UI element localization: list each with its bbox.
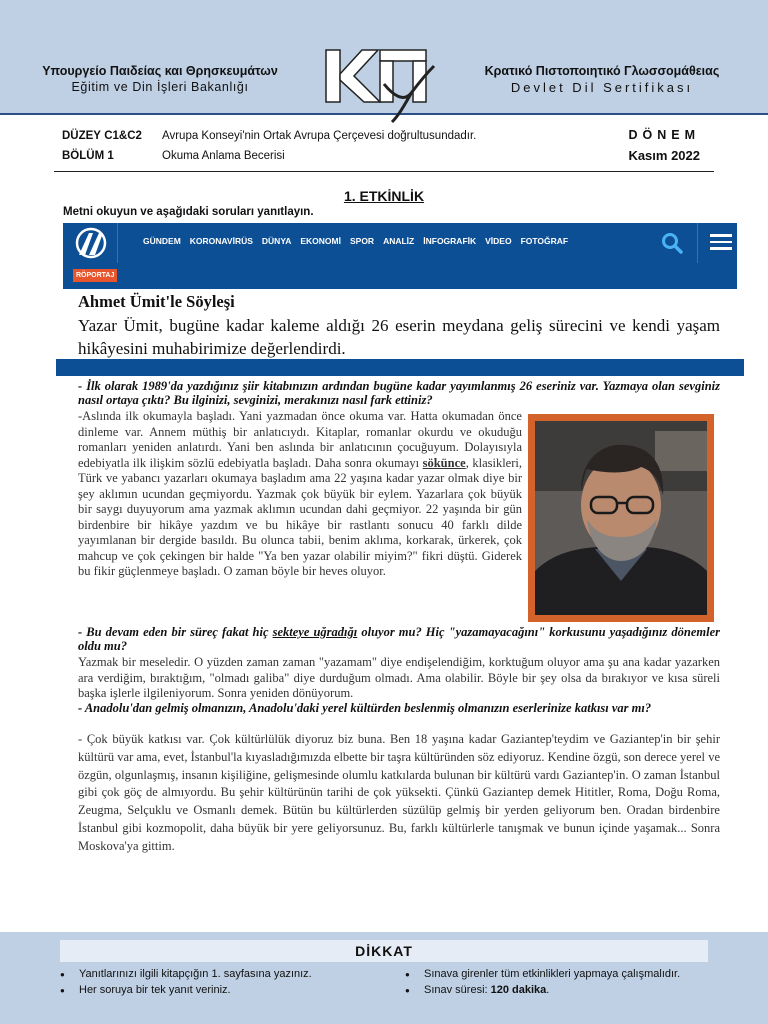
article-title: Ahmet Ümit'le Söyleşi [78, 292, 235, 311]
certificate-name-greek: Κρατικό Πιστοποιητικό Γλωσσομάθειας [484, 64, 720, 78]
hamburger-menu-icon[interactable] [710, 234, 732, 252]
certificate-name [462, 64, 742, 95]
article-divider-bar [56, 359, 744, 376]
rule-2: ● Her soruya bir tek yanıt veriniz. [79, 984, 231, 996]
nav-item-ekonomi[interactable]: EKONOMİ [300, 236, 341, 246]
question-2-keyword: sekteye uğradığı [272, 625, 358, 639]
term-value: Kasım 2022 [628, 148, 700, 163]
answer-3: - Çok büyük katkısı var. Çok kültürlülük diyoruz biz buna. Ben 18 yaşına kadar Gaziantep'teydim ve Gaziantep'in bir şehir kültürü var ama, evet, İstanbul'la kıyasladığımızda elbette bir taşra kültüründen söz ediyoruz. Kendine özgü, son derece yerel ve özgün, olgunlaşmış, insanın kişiliğine, gelişmesinde olumlu katkılarda bulunan bir kültürü vardı Gaziantep'in. O zaman İstanbul gibi çok göç de almıyordu. Bu şehir kültürünün tarihi de çok yüksekti. Çünkü Gaziantep demek Hititler, Roma, Doğu Roma, Zeugma, Selçuklu ve Osmanlı demek. Bütün bu kültürlerden süzülüp gelmiş bir yerden geliyorum ben. Oradan birdenbire İstanbul gibi kozmopolit, daha büyük bir yere geliyorsunuz. Bu, farklı kültürlerle tanışmak ve bunun içinde yaşamak... Sonra Moskova'ya gittim. [78, 732, 720, 853]
rule-1: ● Yanıtlarınızı ilgili kitapçığın 1. sayfasına yazınız. [79, 968, 312, 980]
nav-item-fotograf[interactable]: FOTOĞRAF [520, 236, 569, 246]
answer-1-keyword: sökünce [422, 455, 466, 470]
answer-1 [78, 409, 522, 580]
answer-2: Yazmak bir meseledir. O yüzden zaman zaman "yazamam" diye endişelendiğim, korktuğum oluyor ama şu ana kadar yazarken ara verdiğim, bıraktığım, "olmadı galiba" diye durduğum olmadı. Ama olabilir. Böyle bir şey olsa da bırakıyor ve kısa süreli başka işlerle ilgileniyorum. Sonra yeniden dönüyorum. [78, 655, 720, 700]
rule-4-duration: 120 dakika [490, 984, 547, 996]
attention-title: DİKKAT [60, 940, 708, 962]
ministry-name [30, 64, 290, 94]
ministry-name-turkish: Eğitim ve Din İşleri Bakanlığı [71, 80, 249, 94]
navbar-divider [117, 223, 118, 263]
term-label: DÖNEM [628, 128, 700, 142]
rule-4 [424, 984, 549, 996]
rule-3: ● Sınava girenler tüm etkinlikleri yapmaya çalışmalıdır. [424, 968, 680, 980]
ministry-name-greek: Υπουργείο Παιδείας και Θρησκευμάτων [42, 64, 278, 78]
question-2 [78, 625, 720, 653]
nav-item-dunya[interactable]: DÜNYA [261, 236, 292, 246]
nav-item-infografik[interactable]: İNFOGRAFİK [423, 236, 477, 246]
nav-item-analiz[interactable]: ANALİZ [383, 236, 415, 246]
category-tag[interactable]: RÖPORTAJ [73, 269, 117, 282]
nav-item-koronavirus[interactable]: KORONAVİRÜS [189, 236, 253, 246]
section-description: Okuma Anlama Becerisi [162, 150, 285, 162]
activity-title: 1. ETKİNLİK [343, 188, 425, 204]
rule-4-text-b: . [546, 984, 550, 996]
author-photo [535, 421, 707, 615]
kp-logo [322, 44, 438, 126]
level-row [62, 130, 142, 142]
news-site-navbar [63, 223, 737, 263]
activity-instruction: Metni okuyun ve aşağıdaki soruları yanıtlayın. [63, 206, 314, 218]
nav-item-video[interactable]: VİDEO [485, 236, 512, 246]
level-key: DÜZEY [62, 130, 101, 142]
search-icon[interactable] [661, 232, 683, 254]
section-key: BÖLÜM 1 [62, 150, 114, 162]
navbar-divider [697, 223, 698, 263]
nav-item-gundem[interactable]: GÜNDEM [143, 236, 181, 246]
exam-meta [54, 122, 714, 172]
aa-logo-icon[interactable] [71, 227, 111, 259]
question-2-text-a: - Bu devam eden bir süreç fakat hiç [78, 625, 273, 639]
level-value: C1&C2 [104, 130, 142, 142]
question-3: - Anadolu'dan gelmiş olmanızın, Anadolu'daki yerel kültürden beslenmiş olmanızın eserlerinize katkısı var mı? [78, 701, 652, 715]
answer-1-text-b: , klasikleri, Türk ve yabancı yazarları okumaya başladım ama 22 yaşına kadar yazar olmak diye bir şey aklımın ucundan geçmiyordu. Yazmak çok büyük bir eylem. Yazarlara çok büyük bir saygı duyuyorum ama yazmak aklımın ucundan dahi geçmiyor. 22 yaşında bir gün birdenbire bir hikâye yazdım ve bu hikâye bir rastlantı sonucu 40 farklı dilde yayımlanan bir dergide basıldı. Bu olunca tabii, benim aklıma, korkarak, ürkerek, çok mahcup ve çok çekingen bir halde "Ya ben yazar olabilir miyim?" fikri düştü. Giderek bu fikir güçlenmeye başladı. O zaman böyle bir heves oluyor. [78, 455, 522, 578]
article-subtitle: Yazar Ümit, bugüne kadar kaleme aldığı 26 eserin meydana geliş sürecini ve kendi yaşam hikâyesini muhabirimize değerlendirdi. [78, 316, 720, 358]
question-1: - İlk olarak 1989'da yazdığınız şiir kitabınızın ardından bugüne kadar yayımlanmış 26 eseriniz var. Yazmaya olan sevginiz nasıl ortaya çıktı? Bu ilginizi, sevginizi, merakınızı nasıl fark ettiniz? [78, 379, 720, 407]
level-description: Avrupa Konseyi'nin Ortak Avrupa Çerçevesi doğrultusundadır. [162, 130, 477, 142]
author-photo-frame [528, 414, 714, 622]
answer-1-text-a: -Aslında ilk okumayla başladı. Yani yazmadan önce okuma var. Hatta okumadan önce dinleme var. Annem müthiş bir anlatıcıydı. Kitaplar, romanlar okurdu ve okuduğu romanları yeniden anlatırdı. Yani ben aslında bir anlatıcının çocuğuyum. Dolayısıyla edebiyatla ilk ilişkim sözlü edebiyatla başladı. Daha sonra okumayı [78, 409, 522, 470]
certificate-name-turkish: Devlet Dil Sertifikası [510, 80, 694, 95]
question-2-text-b: oluyor mu? Hiç "yazamayacağını" korkusunu yaşadığınız dönemler oldu mu? [78, 625, 721, 653]
rule-4-text-a: Sınav süresi: [424, 984, 491, 996]
nav-item-spor[interactable]: SPOR [349, 236, 375, 246]
navbar-menu [143, 236, 568, 246]
category-bar [63, 263, 737, 289]
